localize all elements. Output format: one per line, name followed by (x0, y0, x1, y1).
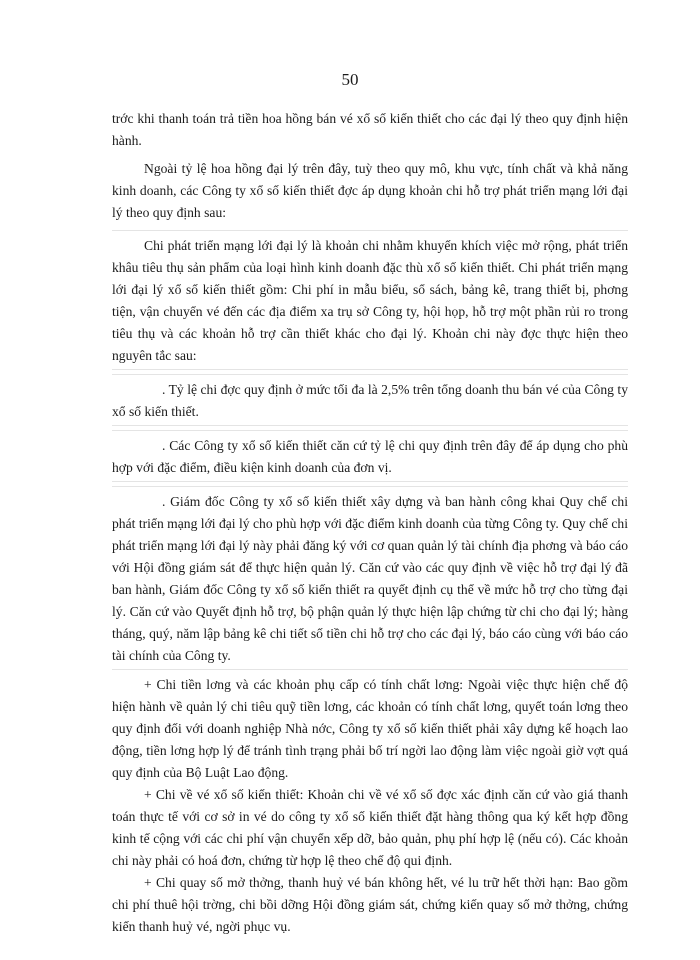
section-director-rule (112, 486, 628, 670)
section-apply-rule (112, 430, 628, 482)
section-network-development (112, 230, 628, 370)
paragraph-continuation: trớc khi thanh toán trả tiền hoa hồng bán vé xổ số kiến thiết cho các đại lý theo quy định hiện hành. (112, 111, 628, 148)
paragraph-rate-rule: . Tỷ lệ chi đợc quy định ở mức tối đa là 2,5% trên tổng doanh thu bán vé của Công ty xổ số kiến thiết. (112, 382, 628, 419)
page-number: 50 (341, 70, 359, 89)
section-rate-rule (112, 374, 628, 426)
paragraph-draw-cost: + Chi quay số mở thởng, thanh huỷ vé bán không hết, vé lu trữ hết thời hạn: Bao gồm chi phí thuê hội trờng, chi bồi dỡng Hội đồng giám sát, chứng kiến quay số mở thởng, chứng kiến thanh huỷ vé, ngời phục vụ. (112, 875, 628, 934)
paragraph-commission-intro: Ngoài tỷ lệ hoa hồng đại lý trên đây, tuỳ theo quy mô, khu vực, tính chất và khả năng kinh doanh, các Công ty xổ số kiến thiết đợc áp dụng khoản chi hỗ trợ phát triển mạng lới đại lý theo quy định sau: (112, 161, 628, 220)
document-body (112, 108, 628, 938)
paragraph-director-rule: . Giám đốc Công ty xổ số kiến thiết xây dựng và ban hành công khai Quy chế chi phát triển mạng lới đại lý cho phù hợp với đặc điểm kinh doanh của từng Công ty. Quy chế chi phát triển mạng lới đại lý này phải đăng ký với cơ quan quản lý tài chính địa phơng và báo cáo với Hội đồng giám sát để thực hiện quản lý. Căn cứ vào các quy định về việc hỗ trợ đại lý đã ban hành, Giám đốc Công ty xổ số kiến thiết ra quyết định cụ thể về mức hỗ trợ cho từng đại lý. Căn cứ vào Quyết định hỗ trợ, bộ phận quản lý thực hiện lập chứng từ chi cho đại lý; hàng tháng, quý, năm lập bảng kê chi tiết số tiền chi hỗ trợ cho các đại lý, báo cáo cùng với báo cáo tài chính của Công ty. (112, 494, 628, 663)
paragraph-ticket-cost: + Chi về vé xổ số kiến thiết: Khoản chi về vé xổ số đợc xác định căn cứ vào giá thanh toán thực tế với cơ sở in vé do công ty xổ số kiến thiết đặt hàng thông qua ký kết hợp đồng kinh tế cộng với các chi phí vận chuyển xếp dỡ, bảo quản, phụ phí hợp lệ (nếu có). Các khoản chi này phải có hoá đơn, chứng từ hợp lệ theo chế độ qui định. (112, 787, 628, 868)
paragraph-network-development: Chi phát triển mạng lới đại lý là khoản chi nhằm khuyến khích việc mở rộng, phát triển khâu tiêu thụ sản phẩm của loại hình kinh doanh đặc thù xổ số kiến thiết. Chi phát triển mạng lới đại lý xổ số kiến thiết gồm: Chi phí in mẫu biểu, sổ sách, bảng kê, trang thiết bị, phơng tiện, vận chuyển vé đến các địa điểm xa trụ sở Công ty, hội họp, hỗ trợ một phần rủi ro trong tiêu thụ và các khoản hỗ trợ cần thiết khác cho đại lý. Khoản chi này đợc thực hiện theo nguyên tắc sau: (112, 238, 628, 363)
paragraph-salary: + Chi tiền lơng và các khoản phụ cấp có tính chất lơng: Ngoài việc thực hiện chế độ hiện hành về quản lý chi tiêu quỹ tiền lơng, các khoản có tính chất lơng, quyết toán lơng theo quy định đối với doanh nghiệp Nhà nớc, Công ty xổ số kiến thiết phải xây dựng kế hoạch lao động, tiền lơng hợp lý để tránh tình trạng phải bố trí ngời lao động làm việc ngoài giờ vợt quá quy định của Bộ Luật Lao động. (112, 677, 628, 780)
paragraph-apply-rule: . Các Công ty xổ số kiến thiết căn cứ tỷ lệ chi quy định trên đây để áp dụng cho phù hợp với đặc điểm, điều kiện kinh doanh của đơn vị. (112, 438, 628, 475)
